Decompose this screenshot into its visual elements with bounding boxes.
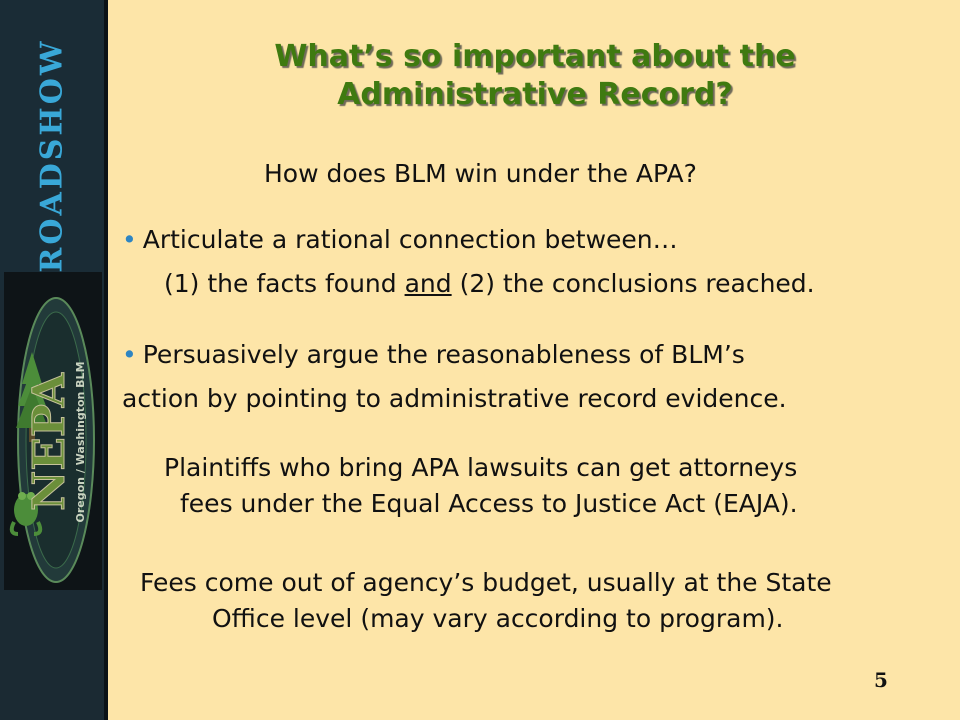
nepa-logo-graphic (4, 272, 102, 590)
bullet-2-line2: action by pointing to administrative record evidence. (122, 384, 787, 413)
bullet-1-line2-and: and (404, 269, 452, 298)
bullet-2-line1 (122, 337, 745, 372)
bullet-dot-icon: • (122, 225, 137, 254)
nepa-logo-word: NEPA (24, 373, 75, 511)
sidebar-divider (104, 0, 108, 720)
bullet-dot-icon: • (122, 340, 137, 369)
slide-title-line1: What’s so important about the (274, 39, 796, 74)
apa-question: How does BLM win under the APA? (264, 159, 697, 188)
slide-title (120, 38, 950, 114)
slide-title-line2: Administrative Record? (337, 77, 733, 112)
roadshow-brand (22, 30, 82, 280)
bullet-1-line2-part-a: (1) the facts found (164, 269, 405, 298)
bullet-1-text: Articulate a rational connection between… (142, 225, 678, 254)
fees-paragraph-line2: Office level (may vary according to program). (212, 604, 784, 633)
fees-paragraph-line1: Fees come out of agency’s budget, usually at the State (140, 568, 832, 597)
bullet-1-line1 (122, 222, 678, 257)
page-number: 5 (874, 668, 888, 692)
eaja-paragraph-line2: fees under the Equal Access to Justice Act (EAJA). (180, 489, 798, 518)
bullet-1-line2-part-b: (2) the conclusions reached. (451, 269, 815, 298)
bullet-2-text: Persuasively argue the reasonableness of BLM’s (142, 340, 745, 369)
roadshow-label: ROADSHOW (34, 37, 70, 273)
nepa-logo-subtitle: Oregon / Washington BLM (74, 361, 87, 523)
sidebar (0, 0, 106, 720)
nepa-logo (4, 272, 102, 590)
eaja-paragraph-line1: Plaintiffs who bring APA lawsuits can get attorneys (164, 453, 798, 482)
bullet-1-line2 (164, 266, 815, 301)
